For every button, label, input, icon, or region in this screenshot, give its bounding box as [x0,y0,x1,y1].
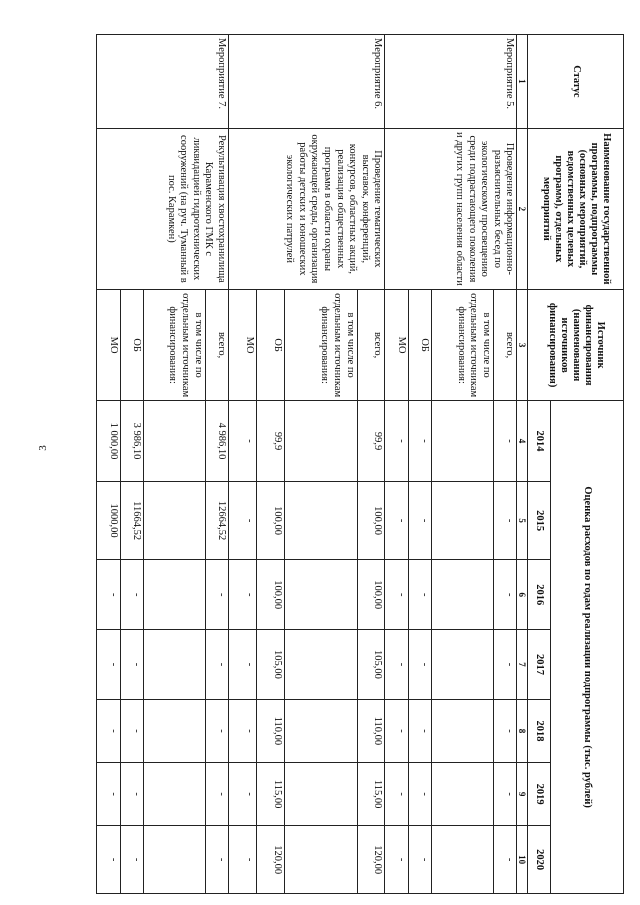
value-cell: 100,00 [357,560,385,630]
value-cell: 100,00 [256,481,284,559]
source-cell: МО [97,290,121,401]
value-cell: - [97,560,121,630]
col-number: 1 [517,35,528,129]
value-cell: 99,9 [357,401,385,482]
value-cell: - [385,826,409,894]
value-cell: - [493,699,517,762]
page-number: 3 [36,445,49,451]
col-number: 10 [517,826,528,894]
value-cell: 3 986,10 [120,401,144,482]
value-cell: 115,00 [256,763,284,826]
col-number: 8 [517,699,528,762]
col-number: 6 [517,560,528,630]
value-cell: - [493,826,517,894]
value-cell: - [205,630,229,700]
value-cell: - [229,560,257,630]
value-cell: - [408,401,432,482]
value-cell: - [120,763,144,826]
value-cell: - [408,560,432,630]
value-cell: 1000,00 [97,481,121,559]
table-row [493,35,517,894]
value-cell: - [120,826,144,894]
value-cell: - [385,401,409,482]
value-cell: 4 986,10 [205,401,229,482]
source-cell: МО [229,290,257,401]
activity-name: Проведение тематических выставок, конференций, конкурсов, областных акций, реализация общественных программ в области охраны окружающей среды, организация работы детских и юношеских экологических патрулей [229,128,385,289]
source-cell: ОБ [120,290,144,401]
value-cell: - [97,763,121,826]
value-cell: - [97,630,121,700]
value-cell: - [229,826,257,894]
value-cell: - [205,763,229,826]
activity-status: Мероприятие 7. [97,35,229,129]
value-cell: - [408,699,432,762]
value-cell: - [97,826,121,894]
value-cell: - [385,699,409,762]
col-number: 3 [517,290,528,401]
value-cell: - [120,630,144,700]
value-cell: - [385,560,409,630]
value-cell: - [408,826,432,894]
value-cell: - [229,401,257,482]
header-name: Наименование государственной программы, подпрограммы (основных мероприятий, ведомственных целевых программ), отдельных мероприятий [528,128,624,289]
activity-status: Мероприятие 6. [229,35,385,129]
value-cell: - [205,560,229,630]
value-cell: 120,00 [256,826,284,894]
col-number: 2 [517,128,528,289]
value-cell: - [408,763,432,826]
value-cell: - [205,699,229,762]
value-cell: - [408,481,432,559]
value-cell: - [493,401,517,482]
header-estimate: Оценка расходов по годам реализации подпрограммы (тыс. рублей) [551,401,624,894]
activity-name: Рекультивация хвостохранилища Караменского ГМК с ликвидацией гидротехнических сооружений (на руч. Туманный в пос. Карамкен) [97,128,229,289]
source-cell: ОБ [408,290,432,401]
col-number: 4 [517,401,528,482]
value-cell: 11664,52 [120,481,144,559]
value-cell: - [97,699,121,762]
value-cell: - [493,763,517,826]
header-status: Статус [528,35,624,129]
value-cell: - [229,699,257,762]
header-year: 2016 [528,560,551,630]
source-cell: всего, [493,290,517,401]
value-cell: 100,00 [256,560,284,630]
header-year: 2018 [528,699,551,762]
col-number: 5 [517,481,528,559]
source-cell: в том числе по отдельным источникам финансирования: [432,290,493,401]
value-cell: - [385,630,409,700]
value-cell: 110,00 [357,699,385,762]
budget-table [96,34,624,894]
header-year: 2014 [528,401,551,482]
source-cell: в том числе по отдельным источникам финансирования: [144,290,205,401]
value-cell: - [493,481,517,559]
col-number: 9 [517,763,528,826]
value-cell: - [385,481,409,559]
budget-table-container [96,34,624,894]
source-cell: в том числе по отдельным источникам финансирования: [284,290,357,401]
value-cell: - [493,630,517,700]
activity-name: Проведение информационно-разъяснительных бесед по экологическому просвещению среди подрастающего поколения и других групп населения области [385,128,517,289]
value-cell: - [229,481,257,559]
value-cell: - [229,630,257,700]
col-number: 7 [517,630,528,700]
value-cell: 100,00 [357,481,385,559]
value-cell: 105,00 [256,630,284,700]
header-year: 2015 [528,481,551,559]
value-cell: 120,00 [357,826,385,894]
header-year: 2017 [528,630,551,700]
header-source: Источник финансирования (наименования источников финансирования) [528,290,624,401]
value-cell: 99,9 [256,401,284,482]
activity-status: Мероприятие 5. [385,35,517,129]
header-year: 2020 [528,826,551,894]
value-cell: 115,00 [357,763,385,826]
value-cell: - [120,560,144,630]
value-cell: - [205,826,229,894]
value-cell: 1 000,00 [97,401,121,482]
value-cell: 105,00 [357,630,385,700]
value-cell: - [120,699,144,762]
value-cell: 12664,52 [205,481,229,559]
source-cell: ОБ [256,290,284,401]
value-cell: - [385,763,409,826]
value-cell: - [408,630,432,700]
table-row [205,35,229,894]
source-cell: МО [385,290,409,401]
source-cell: всего, [357,290,385,401]
value-cell: 110,00 [256,699,284,762]
value-cell: - [493,560,517,630]
source-cell: всего, [205,290,229,401]
table-row [357,35,385,894]
value-cell: - [229,763,257,826]
header-year: 2019 [528,763,551,826]
